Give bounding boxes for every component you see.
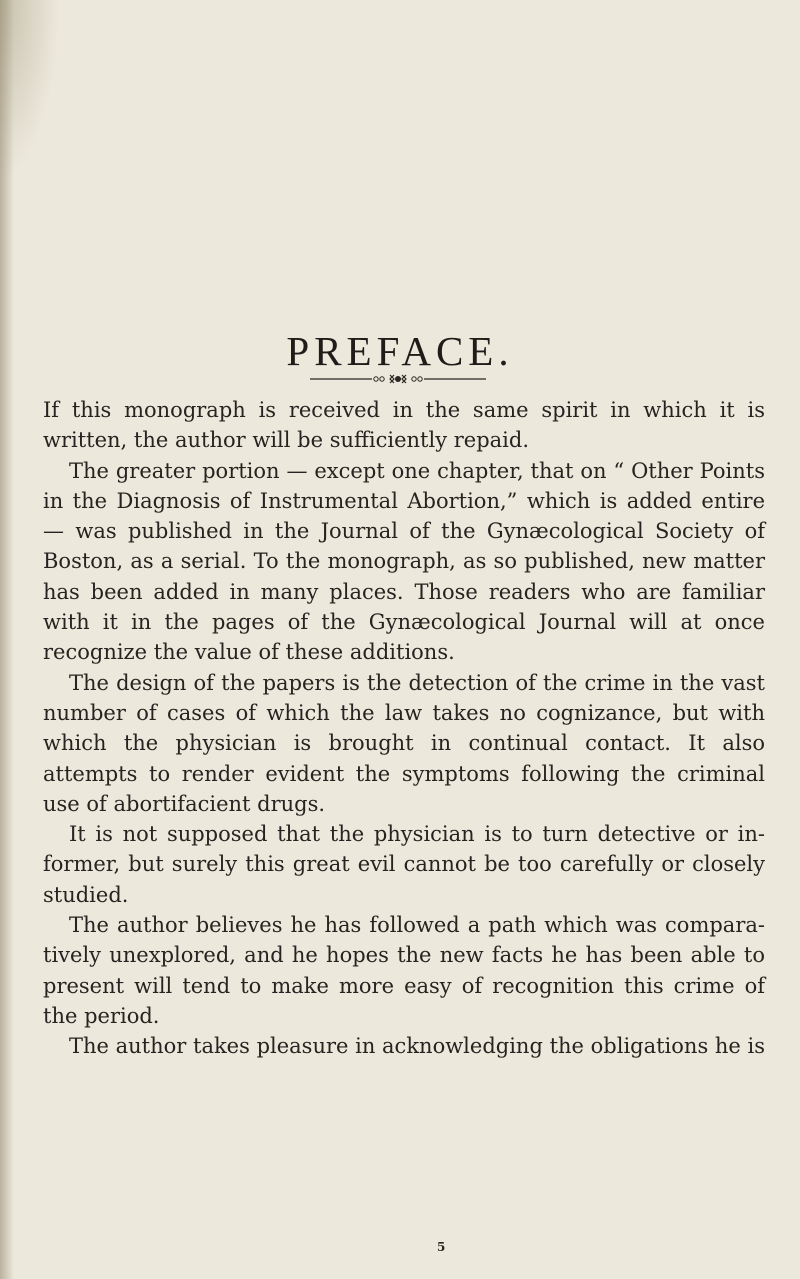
paragraph-publication-history: The greater portion — except one chapter, that on “ Other Points in the Diagnosis of Instrumental Abortion,” which is added entire — was published in the Journal of the Gynæcological Society of Boston, as a serial. To the monograph, as so published, new matter has been added in many places. Those readers who are familiar with it in the pages of the Gynæcological Journal will at once recognize the value of these additions. xyxy=(43,458,765,665)
paragraph-acknowledgment: The author takes pleasure in acknowledging the obligations he is xyxy=(69,1034,766,1059)
fleuron-rule-icon xyxy=(310,372,486,386)
preface-body xyxy=(43,395,765,1062)
paragraph-intro: If this monograph is received in the same spirit in which it is written, the author will be sufficiently repaid. xyxy=(43,398,765,453)
paragraph-design: The design of the papers is the detection of the crime in the vast number of cases of which the law takes no cognizance, but with which the physician is brought in continual contact. It also attempts to render evident the symptoms following the criminal use of abortifacient drugs. xyxy=(43,670,765,816)
page-stain xyxy=(0,0,60,180)
page-edge xyxy=(0,0,14,1279)
paragraph-physician-role: It is not supposed that the physician is to turn detective or informer, but surely this great evil cannot be too carefully or closely studied. xyxy=(43,822,765,907)
paragraph-author-belief: The author believes he has followed a path which was comparatively unexplored, and he hopes the new facts he has been able to present will tend to make more easy of recognition this crime of the period. xyxy=(43,913,765,1028)
folio-page-number: 5 xyxy=(437,1240,446,1254)
page-heading: PREFACE. xyxy=(286,328,514,375)
